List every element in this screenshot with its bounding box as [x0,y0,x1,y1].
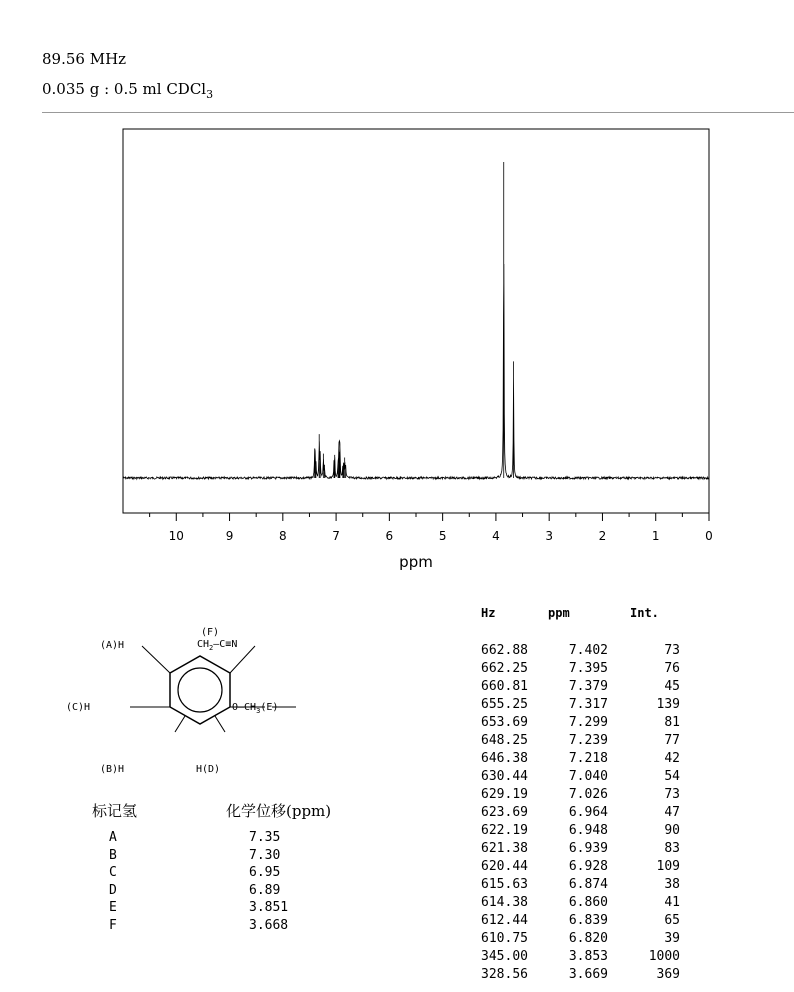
peak-header-hz: Hz [481,606,496,620]
peak-table-row [460,967,720,985]
peak-ppm: 3.853 [568,949,608,964]
peak-int: 77 [664,733,680,748]
x-tick-label: 10 [168,529,184,543]
peak-int: 41 [664,895,680,910]
peak-table-row [460,769,720,787]
label-a: (A)H [100,640,125,651]
peak-ppm: 7.395 [568,661,608,676]
assignment-label: B [109,847,117,863]
label-ch2 [197,639,237,652]
peak-table-row [460,895,720,913]
assignment-label: D [109,882,117,898]
assignment-col-label: 标记氢 [92,802,138,820]
peak-int: 47 [664,805,680,820]
peak-hz: 623.69 [481,805,528,820]
peak-table-row [460,913,720,931]
peak-ppm: 7.239 [568,733,608,748]
peak-table-row [460,841,720,859]
peak-ppm: 7.218 [568,751,608,766]
assignment-label: E [109,900,117,915]
peak-hz: 328.56 [481,967,528,982]
sample-subscript: 3 [206,88,214,101]
peak-int: 73 [664,787,680,802]
x-tick-label: 2 [598,529,607,543]
peak-int: 38 [664,877,680,892]
peak-ppm: 6.860 [568,895,608,910]
peak-hz: 660.81 [481,679,528,694]
assignment-shift: 6.95 [249,865,281,880]
x-tick-label: 7 [332,529,340,543]
peak-int: 81 [664,715,680,730]
peak-int: 76 [664,661,680,676]
x-tick-label: 5 [438,529,447,543]
peak-hz: 614.38 [481,895,528,910]
peak-ppm: 7.299 [568,715,608,730]
peak-int: 45 [664,679,680,694]
x-tick-label: 9 [225,529,234,543]
peak-int: 42 [664,751,680,766]
assignment-shift: 3.668 [249,917,289,933]
peak-ppm: 6.820 [568,931,608,946]
peak-hz: 648.25 [481,733,528,748]
sample-text: 0.035 g : 0.5 ml CDCl [42,80,207,98]
peak-header-int: Int. [630,606,659,620]
methoxy-tag: (E) [260,702,279,713]
peak-table-row [460,859,720,877]
x-tick-label: 1 [651,529,660,543]
peak-hz: 655.25 [481,697,528,712]
methoxy-text: O—CH [232,702,257,713]
peak-int: 139 [656,697,680,712]
peak-table-row [460,751,720,769]
peak-hz: 662.88 [481,643,528,658]
peak-hz: 610.75 [481,931,528,946]
peak-int: 90 [664,823,680,838]
peak-hz: 615.63 [481,877,528,892]
peak-table-row [460,949,720,967]
peak-hz: 630.44 [481,769,528,784]
assignment-label: C [109,865,117,880]
peak-ppm: 7.317 [568,697,608,712]
peak-ppm: 7.402 [568,643,608,658]
peak-hz: 653.69 [481,715,528,730]
aromatic-circle [178,668,222,712]
peak-hz: 345.00 [481,949,528,964]
peak-table-row [460,661,720,679]
peak-ppm: 6.928 [568,859,608,874]
ch2-subscript: 2 [209,644,214,652]
peak-ppm: 6.948 [568,823,608,838]
peak-table-row [460,877,720,895]
peak-int: 369 [656,967,680,982]
peak-table-row [460,931,720,949]
peak-int: 109 [656,859,680,874]
assignment-shift: 3.851 [249,900,289,915]
peak-header-ppm: ppm [548,606,570,620]
label-c: (C)H [66,702,91,713]
x-tick-label: 0 [705,529,713,543]
assignment-label: A [109,830,117,845]
nitrile-group: —C≡N [213,639,238,650]
peak-int: 65 [664,913,680,928]
x-axis-ticks [150,513,709,521]
bond-f [230,646,255,673]
peak-ppm: 6.939 [568,841,608,856]
peak-hz: 646.38 [481,751,528,766]
benzene-ring [170,656,230,724]
spectrometer-frequency: 89.56 MHz [42,50,127,68]
bond-b [175,716,185,732]
peak-hz: 612.44 [481,913,528,928]
peak-ppm: 6.874 [568,877,608,892]
x-tick-label: 6 [385,529,394,543]
peak-table-row [460,823,720,841]
peak-table-row [460,733,720,751]
peak-int: 73 [664,643,680,658]
molecule-structure [60,620,340,780]
peak-ppm: 3.669 [568,967,608,982]
peak-hz: 622.19 [481,823,528,838]
ch2-text: CH [197,639,210,650]
bond-d [215,716,225,732]
x-tick-label: 4 [492,529,500,543]
peak-table-row [460,787,720,805]
spectrum-trace [123,162,709,479]
x-tick-label: 8 [278,529,287,543]
peak-ppm: 7.026 [568,787,608,802]
peak-int: 54 [664,769,680,784]
peak-table-row [460,715,720,733]
assignment-col-shift: 化学位移(ppm) [226,802,332,820]
x-axis-label: ppm [399,553,433,571]
peak-ppm: 7.379 [568,679,608,694]
peak-ppm: 6.964 [568,805,608,820]
peak-hz: 629.19 [481,787,528,802]
assignment-shift: 6.89 [249,882,281,898]
peak-hz: 621.38 [481,841,528,856]
peak-hz: 662.25 [481,661,528,676]
label-b: (B)H [100,764,125,775]
peak-ppm: 7.040 [568,769,608,784]
assignment-shift: 7.30 [249,847,281,863]
x-axis-tick-labels [169,529,713,543]
peak-table-row [460,643,720,661]
x-tick-label: 3 [545,529,554,543]
assignment-label: F [109,917,117,933]
methoxy-subscript: 3 [256,707,261,715]
peak-hz: 620.44 [481,859,528,874]
peak-int: 39 [664,931,680,946]
peak-table-row [460,679,720,697]
peak-ppm: 6.839 [568,913,608,928]
label-e [232,702,278,715]
peak-table-row [460,697,720,715]
bond-hidden-2 [142,707,170,736]
peak-table-row [460,805,720,823]
peak-int: 1000 [648,949,680,964]
peak-int: 83 [664,841,680,856]
assignment-shift: 7.35 [249,830,281,845]
bond-a [142,646,170,673]
plot-frame [123,129,709,513]
label-d: H(D) [196,764,221,775]
label-f: (F) [201,627,220,638]
